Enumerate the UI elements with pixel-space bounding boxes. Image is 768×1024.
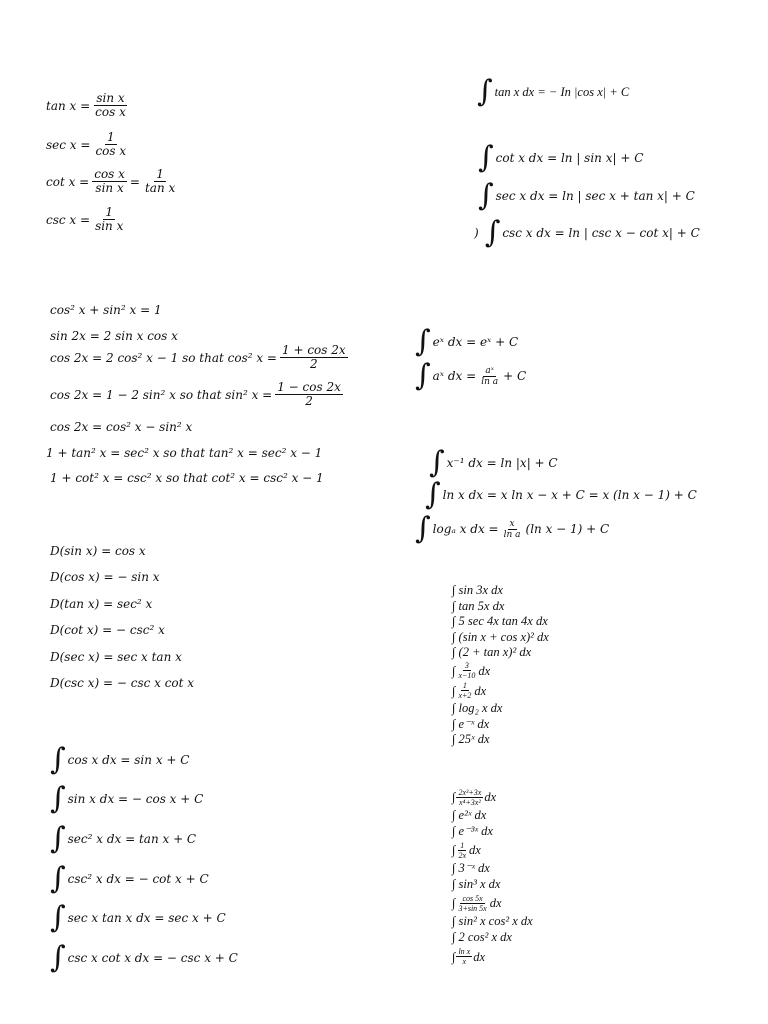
identity-cot: cot x = $\frac{\text{cos x}}{\text{sin x}}$ = $\frac{1}{\text{tan x}}$: [46, 167, 176, 195]
fraction: $\frac{\text{ln x}}{x}$: [458, 947, 471, 967]
exercise-item: ∫ sin² x cos² x dx: [452, 914, 533, 929]
integral-sign: ∫: [477, 74, 493, 109]
exercise-item: ∫ sin 3x dx: [452, 583, 503, 597]
exercise-item: ∫ $\frac{1}{x+2}$ dx: [452, 681, 487, 701]
integral-sign: ∫: [484, 215, 501, 250]
integral-csc: ) ∫ csc x dx = ln | csc x − cot x| + C: [474, 215, 700, 250]
derivative-csc: D(csc x) = − csc x cot x: [50, 676, 195, 690]
exercise-item: ∫ 5 sec 4x tan 4x dx: [452, 614, 548, 629]
exercise-item: ∫ $\frac{\text{ln x}}{x}$ dx: [452, 947, 486, 967]
fraction: $\frac{1}{2x}$: [458, 840, 466, 860]
integral-cot: ∫ cot x dx = ln | sin x| + C: [478, 140, 644, 175]
fraction: $\frac{x}{\text{ln a}}$: [503, 518, 521, 540]
integral-sign: ∫: [415, 358, 431, 393]
pyth-line-7: 1 + cot² x = csc² x so that cot² x = csc² x − 1: [50, 471, 324, 485]
integral-sign: ∫: [429, 445, 445, 480]
identity-csc: csc x = $\frac{1}{\text{sin x}}$: [46, 205, 124, 233]
exercise-item: ∫ 25ˣ dx: [452, 732, 490, 747]
pyth-line-1: cos² x + sin² x = 1: [50, 303, 162, 317]
fraction: $\frac{1 - \cos 2x}{2}$: [277, 380, 341, 408]
integral-sec-squared: ∫ sec² x dx = tan x + C: [50, 821, 197, 856]
fraction: $\frac{1}{\text{sin x}}$: [95, 205, 124, 233]
integral-sec-tan: ∫ sec x tan x dx = sec x + C: [50, 900, 226, 935]
exercise-item: ∫ $\frac{\text{2x³+3x}}{\text{x⁴+3x²}}$ dx: [452, 787, 497, 807]
integral-sign: ∫: [50, 900, 66, 935]
fraction: $\frac{1}{\text{tan x}}$: [144, 167, 176, 195]
derivative-sec: D(sec x) = sec x tan x: [50, 650, 182, 664]
integral-ln: ∫ ln x dx = x ln x − x + C = x (ln x − 1) + C: [425, 477, 697, 512]
integral-sign: ∫: [50, 781, 66, 816]
exercise-item: ∫ 2 cos² x dx: [452, 929, 512, 944]
fraction: $\frac{1 + \cos 2x}{2}$: [282, 343, 346, 371]
fraction: $\frac{\text{sin x}}{\text{cos x}}$: [95, 91, 126, 119]
exercise-item: ∫ 3⁻ˣ dx: [452, 861, 490, 876]
exercise-item: ∫ e⁻ˣ dx: [452, 716, 490, 731]
integral-csc-cot: ∫ csc x cot x dx = − csc x + C: [50, 940, 238, 975]
exercise-item: ∫ $\frac{3}{x-10}$ dx: [452, 661, 491, 681]
exercise-list-2: [452, 786, 533, 968]
integral-csc-squared: ∫ csc² x dx = − cot x + C: [50, 861, 209, 896]
integral-exp-a: ∫ aˣ dx = $\frac{\text{aˣ}}{\text{ln a}}$ + C: [415, 358, 527, 393]
integral-exp-e: ∫ eˣ dx = eˣ + C: [415, 324, 519, 359]
exercise-item: ∫ e⁻³ˣ dx: [452, 823, 493, 838]
exercise-item: ∫ (2 + tan x)² dx: [452, 645, 532, 660]
pyth-line-2: sin 2x = 2 sin x cos x: [50, 329, 178, 343]
derivative-cot: D(cot x) = − csc² x: [50, 623, 165, 637]
identity-tan: tan x = $\frac{\text{sin x}}{\text{cos x}}$: [46, 91, 126, 119]
exercise-item: ∫ sin³ x dx: [452, 876, 501, 891]
integral-sign: ∫: [478, 178, 494, 213]
exercise-item: ∫ tan 5x dx: [452, 598, 505, 613]
identity-sec: sec x = $\frac{1}{\text{cos x}}$: [46, 130, 127, 158]
integral-sign: ∫: [415, 324, 431, 359]
exercise-item: ∫ (sin x + cos x)² dx: [452, 629, 549, 644]
derivative-sin: D(sin x) = cos x: [50, 544, 146, 558]
integral-sign: ∫: [478, 140, 494, 175]
fraction: $\frac{1}{\text{cos x}}$: [95, 130, 127, 158]
fraction: $\frac{\text{cos x}}{\text{sin x}}$: [94, 167, 125, 195]
integral-cos: ∫ cos x dx = sin x + C: [50, 742, 190, 777]
pyth-line-5: cos 2x = cos² x − sin² x: [50, 420, 193, 434]
integral-sin: ∫ sin x dx = − cos x + C: [50, 781, 204, 816]
fraction: $\frac{3}{x-10}$: [458, 661, 476, 681]
derivative-cos: D(cos x) = − sin x: [50, 570, 160, 584]
fraction: $\frac{1}{x+2}$: [458, 681, 472, 701]
pyth-line-3: cos 2x = 2 cos² x − 1 so that cos² x = $\frac{1 + \cos 2x}{2}$: [50, 343, 346, 371]
exercise-list-1: [452, 583, 549, 748]
integral-sign: ∫: [50, 821, 66, 856]
integral-sign: ∫: [415, 511, 431, 546]
exercise-item: ∫ $\frac{\cos 5x}{3+\sin 5x}$ dx: [452, 893, 502, 913]
integral-sign: ∫: [425, 477, 441, 512]
pyth-line-4: cos 2x = 1 − 2 sin² x so that sin² x = $\frac{1 - \cos 2x}{2}$: [50, 380, 341, 408]
exercise-item: ∫ log₂ x dx: [452, 700, 503, 715]
integral-sign: ∫: [50, 742, 66, 777]
integral-reciprocal: ∫ x⁻¹ dx = ln |x| + C: [429, 445, 558, 480]
pyth-line-6: 1 + tan² x = sec² x so that tan² x = sec² x − 1: [46, 446, 323, 460]
fraction: $\frac{\text{aˣ}}{\text{ln a}}$: [481, 365, 499, 387]
integral-sign: ∫: [50, 940, 66, 975]
integral-sec: ∫ sec x dx = ln | sec x + tan x| + C: [478, 178, 695, 213]
fraction: $\frac{\cos 5x}{3+\sin 5x}$: [458, 893, 487, 913]
fraction: $\frac{\text{2x³+3x}}{\text{x⁴+3x²}}$: [458, 787, 482, 807]
exercise-item: ∫ $\frac{1}{2x}$ dx: [452, 840, 481, 860]
integral-tan: ∫ tan x dx = − In |cos x| + C: [477, 74, 630, 109]
derivative-tan: D(tan x) = sec² x: [50, 597, 153, 611]
integral-sign: ∫: [50, 861, 66, 896]
integral-log-a: ∫ logₐ x dx = $\frac{x}{\text{ln a}}$ (ln x − 1) + C: [415, 511, 610, 546]
exercise-item: ∫ e²ˣ dx: [452, 808, 487, 822]
